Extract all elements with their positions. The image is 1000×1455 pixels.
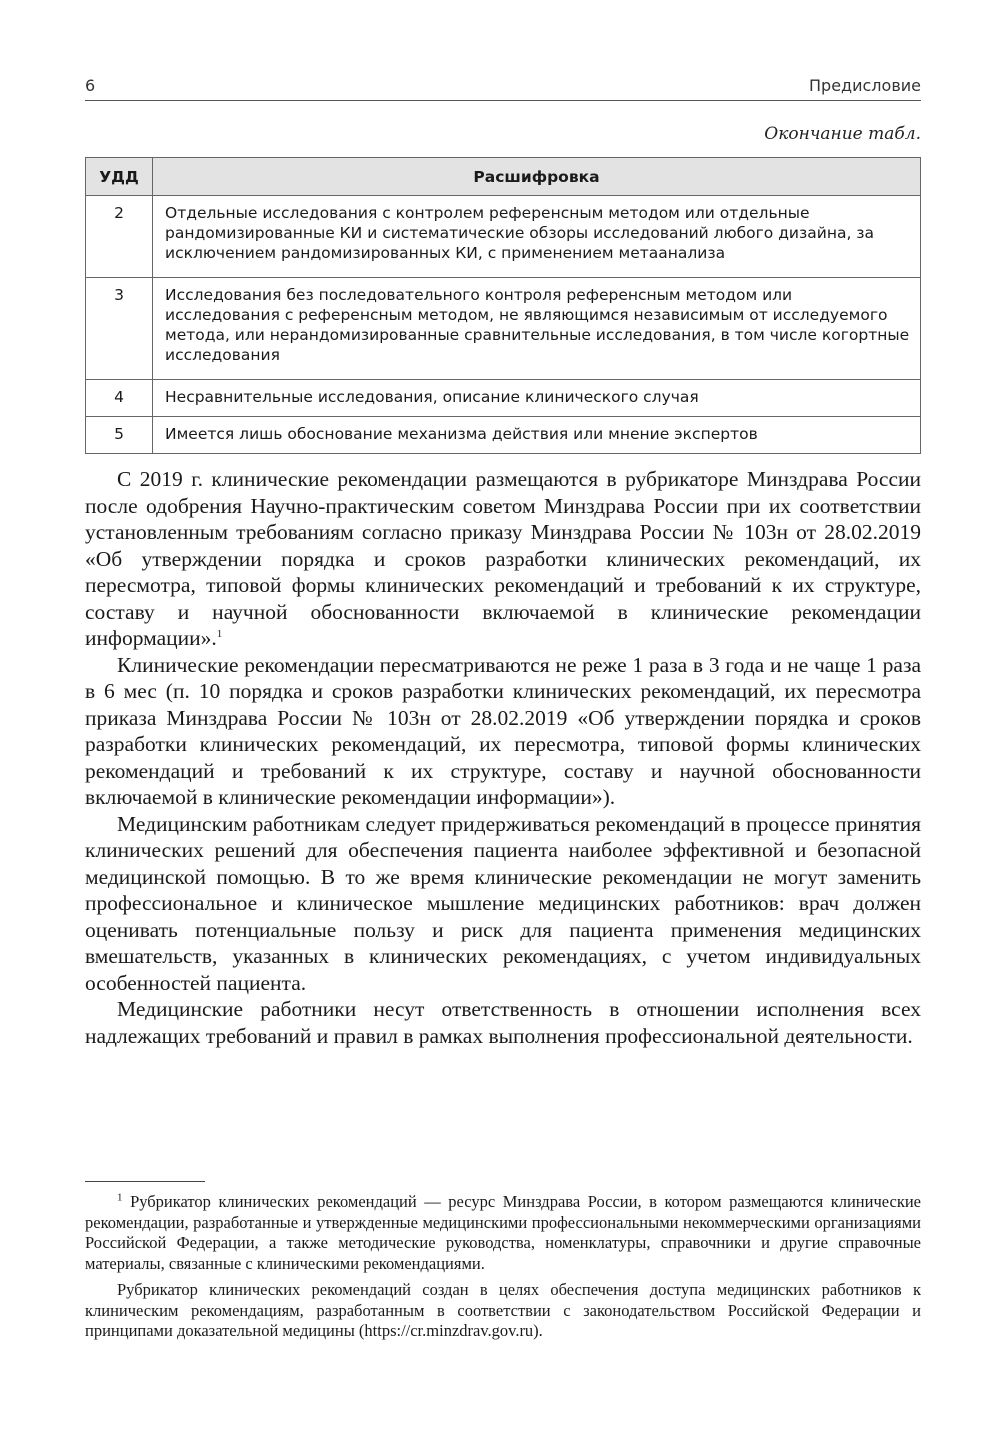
description-cell: Имеется лишь обоснование механизма действия или мнение экспертов xyxy=(153,417,921,454)
description-cell: Исследования без последовательного контроля референсным методом или исследования с референсным методом, не являющимся независимым от исследуемого метода, или нерандомизированные сравнительные исследования, в том числе когортные исследования xyxy=(153,278,921,380)
paragraph-text: С 2019 г. клинические рекомендации размещаются в рубрикаторе Минздрава России после одобрения Научно-практическим советом Минздрава России при их соответствии установленным требованиям согласно приказу Минздрава России № 103н от 28.02.2019 «Об утверждении порядка и сроков разработки клинических рекомендаций, их пересмотра, типовой формы клинических рекомендаций и требований к их структуре, составу и научной обоснованности включаемой в клинические рекомендации информации». xyxy=(85,467,921,650)
paragraph: Медицинские работники несут ответственность в отношении исполнения всех надлежащих требований и правил в рамках выполнения профессиональной деятельности. xyxy=(85,997,921,1048)
evidence-level-table xyxy=(85,157,921,454)
level-cell: 3 xyxy=(86,278,153,380)
footnote-separator xyxy=(85,1181,205,1182)
level-cell: 5 xyxy=(86,417,153,454)
footnote xyxy=(85,1192,921,1274)
level-cell: 4 xyxy=(86,380,153,417)
footnotes xyxy=(85,1192,921,1348)
paragraph: Медицинским работникам следует придерживаться рекомендаций в процессе принятия клинических решений для обеспечения пациента наиболее эффективной и безопасной медицинской помощью. В то же время клинические рекомендации не могут заменить профессиональное и клиническое мышление медицинских работников: врач должен оценивать потенциальные пользу и риск для пациента применения медицинских вмешательств, указанных в клинических рекомендациях, с учетом индивидуальных особенностей пациента. xyxy=(85,811,921,995)
description-cell: Несравнительные исследования, описание клинического случая xyxy=(153,380,921,417)
paragraph: Клинические рекомендации пересматриваются не реже 1 раза в 3 года и не чаще 1 раза в 6 мес (п. 10 порядка и сроков разработки клинических рекомендаций, их пересмотра приказа Минздрава России № 103н от 28.02.2019 «Об утверждении порядка и сроков разработки клинических рекомендаций, их пересмотра, типовой формы клинических рекомендаций и требований к их структуре, составу и научной обоснованности включаемой в клинические рекомендации информации»). xyxy=(85,652,921,809)
page-number: 6 xyxy=(85,76,96,95)
table-row xyxy=(86,380,921,417)
level-cell: 2 xyxy=(86,196,153,278)
table-row xyxy=(86,196,921,278)
description-cell: Отдельные исследования с контролем референсным методом или отдельные рандомизированные КИ и систематические обзоры исследований любого дизайна, за исключением рандомизированных КИ, с применением метаанализа xyxy=(153,196,921,278)
section-title: Предисловие xyxy=(809,76,921,95)
footnote-marker: 1 xyxy=(117,1191,123,1204)
column-header-level: УДД xyxy=(86,158,153,196)
table-caption: Окончание табл. xyxy=(764,124,921,144)
footnote-reference: 1 xyxy=(216,627,223,640)
table-row xyxy=(86,417,921,454)
body-text xyxy=(85,466,921,1049)
paragraph xyxy=(85,466,921,652)
footnote-continuation: Рубрикатор клинических рекомендаций создан в целях обеспечения доступа медицинских работников к клиническим рекомендациям, разработанным в соответствии с законодательством Российской Федерации и принципами доказательной медицины (https://cr.minzdrav.gov.ru). xyxy=(85,1280,921,1340)
footnote-text: Рубрикатор клинических рекомендаций — ресурс Минздрава России, в котором размещаются клинические рекомендации, разработанные и утвержденные медицинскими профессиональными некоммерческими организациями Российской Федерации, а также методические руководства, номенклатуры, справочники и другие справочные материалы, связанные с клиническими рекомендациями. xyxy=(85,1192,921,1273)
table-row xyxy=(86,278,921,380)
table-header-row xyxy=(86,158,921,196)
column-header-description: Расшифровка xyxy=(153,158,921,196)
running-head xyxy=(85,72,921,101)
